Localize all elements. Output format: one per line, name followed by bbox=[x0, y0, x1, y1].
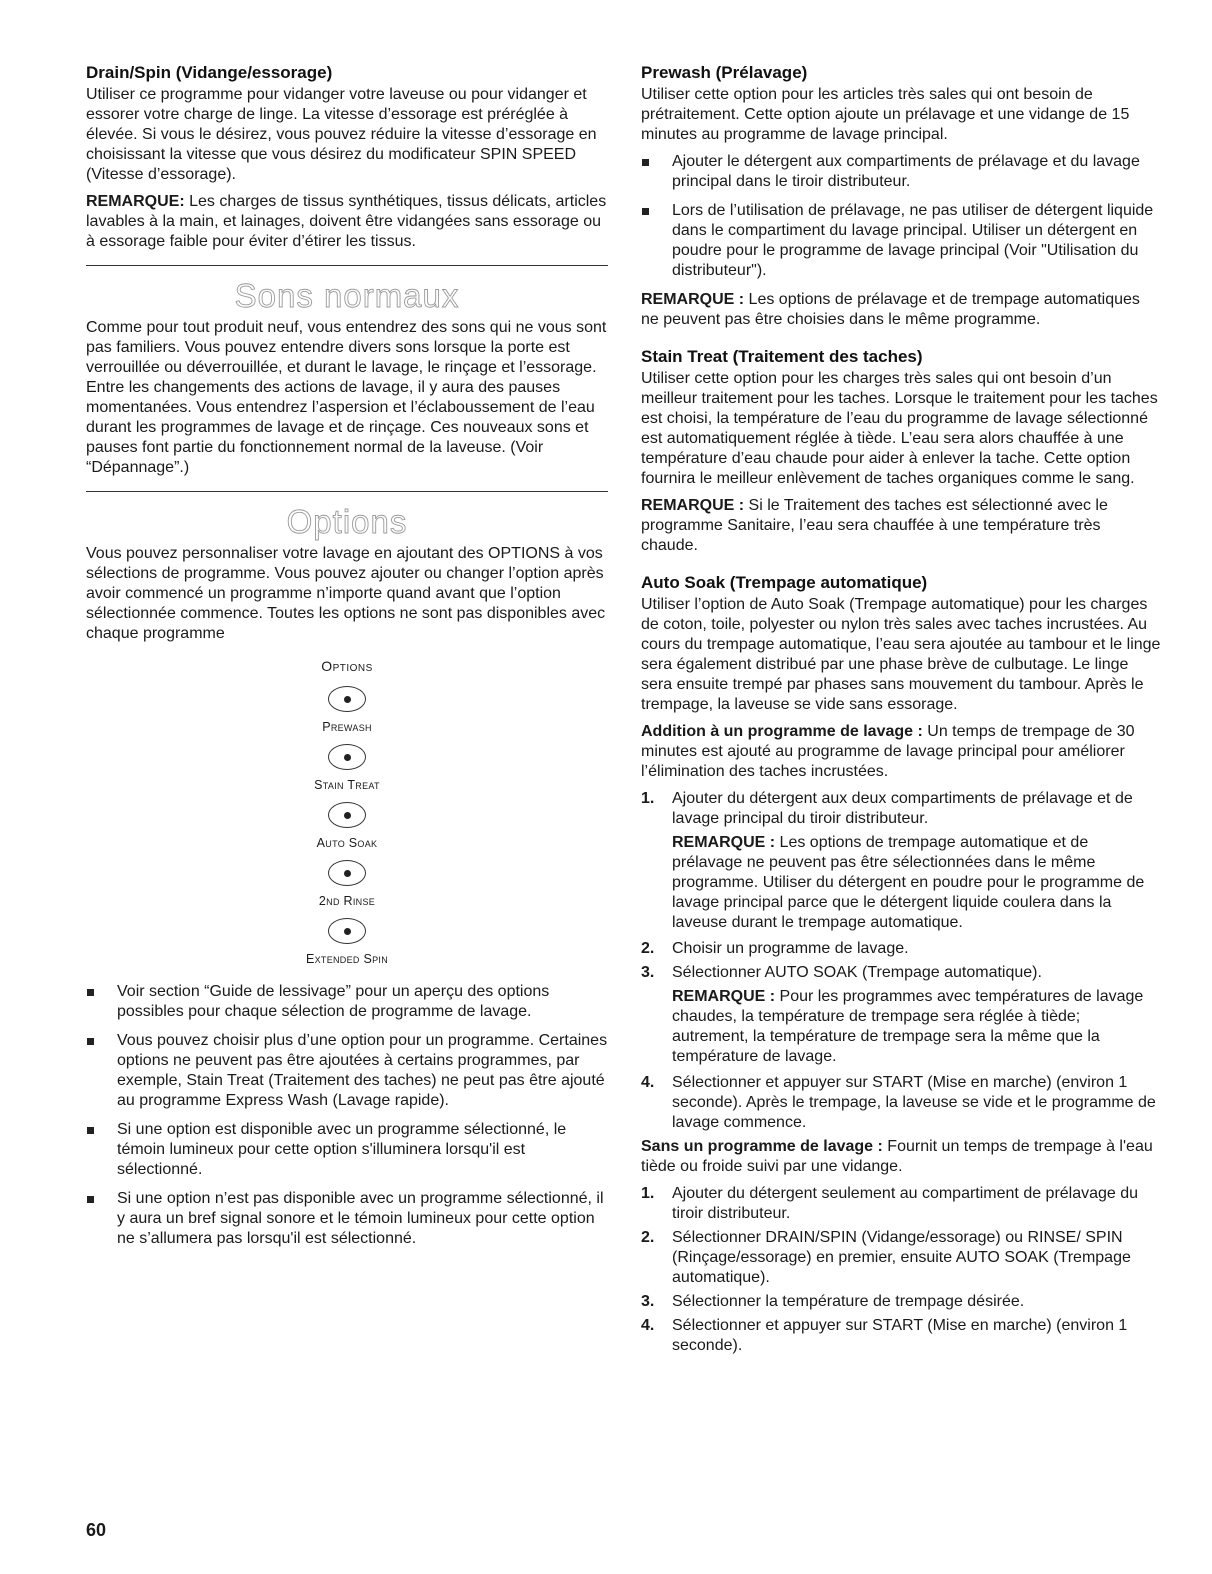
stain-treat-note bbox=[641, 496, 1161, 556]
prewash-body: Utiliser cette option pour les articles très sales qui ont besoin de prétraitement. Cette option ajoute un prélavage et une vidange de 15 minutes au programme de lavage principal. bbox=[641, 86, 1130, 143]
list-item bbox=[641, 1184, 1161, 1224]
auto-soak-steps-with-cycle bbox=[641, 789, 1161, 829]
option-label: Extended Spin bbox=[305, 952, 389, 966]
step-text: Choisir un programme de lavage. bbox=[672, 940, 909, 957]
options-body: Vous pouvez personnaliser votre lavage en ajoutant des OPTIONS à vos sélections de programme. Vous pouvez ajouter ou changer l’option après avoir commencé un programme n’importe quand avant que l’option sélectionnée commence. Toutes les options ne sont pas disponibles avec chaque programme bbox=[86, 545, 606, 642]
auto-soak-heading: Auto Soak (Trempage automatique) bbox=[641, 573, 928, 592]
step-text: Ajouter du détergent seulement au compartiment de prélavage du tiroir distributeur. bbox=[672, 1185, 1139, 1222]
step-text: Sélectionner AUTO SOAK (Trempage automatique). bbox=[672, 964, 1042, 981]
options-bullet-list bbox=[86, 982, 608, 1249]
without-text: Fournit un temps de trempage à l'eau tiède ou froide suivi par une vidange. bbox=[641, 1138, 1153, 1175]
step-number: 2. bbox=[641, 940, 655, 957]
step-text: Sélectionner et appuyer sur START (Mise en marche) (environ 1 seconde). Après le trempage, la laveuse se vide et le programme de lavage commence. bbox=[672, 1074, 1156, 1131]
stain-treat-heading: Stain Treat (Traitement des taches) bbox=[641, 347, 923, 366]
addition-label: Addition à un programme de lavage : bbox=[641, 723, 923, 740]
button-icon bbox=[328, 918, 366, 944]
list-item: Si une option est disponible avec un programme sélectionné, le témoin lumineux pour cette option s'illuminera lorsqu'il est sélectionné. bbox=[86, 1120, 608, 1180]
step-number: 4. bbox=[641, 1074, 655, 1091]
options-control-panel bbox=[86, 658, 608, 966]
step-number: 3. bbox=[641, 1293, 655, 1310]
option-extended-spin bbox=[86, 918, 608, 966]
note-label: REMARQUE : bbox=[672, 988, 776, 1005]
auto-soak-body: Utiliser l’option de Auto Soak (Trempage automatique) pour les charges de coton, toile, polyester ou nylon très sales avec taches incrustées. Au cours du trempage automatique, l’eau sera ajoutée au tambour et le linge sera également distribué par une phase brève de culbutage. Le linge sera ensuite trempé par phases sans mouvement du tambour. Après le trempage, la laveuse se vide sans essorage. bbox=[641, 596, 1161, 713]
button-icon bbox=[328, 744, 366, 770]
step-number: 4. bbox=[641, 1317, 655, 1334]
note-text: Les options de trempage automatique et de prélavage ne peuvent pas être sélectionnées dans le même programme. Utiliser du détergent en poudre pour le programme de lavage principal parce que le détergent liquide coulera dans la laveuse durant le trempage automatique. bbox=[672, 834, 1145, 931]
list-item: Vous pouvez choisir plus d’une option pour un programme. Certaines options ne peuvent pas être ajoutées à certains programmes, par exemple, Stain Treat (Traitement des taches) ne peut pas être ajouté au programme Express Wash (Lavage rapide). bbox=[86, 1031, 608, 1111]
list-item bbox=[641, 1316, 1161, 1356]
list-item: Si une option n’est pas disponible avec un programme sélectionné, il y aura un bref signal sonore et le témoin lumineux pour cette option ne s’allumera pas lorsqu'il est sélectionné. bbox=[86, 1189, 608, 1249]
list-item bbox=[641, 963, 1161, 983]
prewash-bullet-list bbox=[641, 152, 1161, 281]
option-prewash bbox=[86, 686, 608, 734]
without-label: Sans un programme de lavage : bbox=[641, 1138, 883, 1155]
step-text: Ajouter du détergent aux deux compartiments de prélavage et de lavage principal du tiroir distributeur. bbox=[672, 790, 1133, 827]
drain-spin-note bbox=[86, 192, 608, 252]
options-title: Options bbox=[286, 503, 408, 540]
sons-normaux-title: Sons normaux bbox=[234, 277, 460, 314]
note-label: REMARQUE: bbox=[86, 193, 185, 210]
button-icon bbox=[328, 860, 366, 886]
list-item: Voir section “Guide de lessivage” pour un aperçu des options possibles pour chaque sélection de programme de lavage. bbox=[86, 982, 608, 1022]
list-item bbox=[641, 1228, 1161, 1288]
prewash-heading: Prewash (Prélavage) bbox=[641, 63, 808, 82]
list-item: Lors de l’utilisation de prélavage, ne pas utiliser de détergent liquide dans le compartiment du lavage principal. Utiliser un détergent en poudre pour le programme de lavage principal (Voir "Utilisation du distributeur"). bbox=[641, 201, 1161, 281]
step-number: 1. bbox=[641, 1185, 655, 1202]
option-auto-soak bbox=[86, 802, 608, 850]
note-label: REMARQUE : bbox=[641, 291, 745, 308]
options-panel-heading: Options bbox=[321, 658, 373, 674]
step-text: Sélectionner la température de trempage désirée. bbox=[672, 1293, 1025, 1310]
note-label: REMARQUE : bbox=[672, 834, 776, 851]
auto-soak-addition bbox=[641, 722, 1161, 782]
option-label: Prewash bbox=[322, 720, 372, 734]
step-note bbox=[672, 987, 1161, 1067]
step-text: Sélectionner et appuyer sur START (Mise en marche) (environ 1 seconde). bbox=[672, 1317, 1128, 1354]
button-icon bbox=[328, 802, 366, 828]
step-number: 1. bbox=[641, 790, 655, 807]
page-number: 60 bbox=[86, 1520, 107, 1540]
option-stain-treat bbox=[86, 744, 608, 792]
step-number: 3. bbox=[641, 964, 655, 981]
step-note bbox=[672, 833, 1161, 933]
list-item bbox=[641, 1073, 1161, 1133]
auto-soak-steps-with-cycle-cont bbox=[641, 939, 1161, 983]
note-text: Pour les programmes avec températures de lavage chaudes, la température de trempage sera réglée à tiède; autrement, la température de trempage sera la même que la température de lavage. bbox=[672, 988, 1144, 1065]
left-column bbox=[86, 62, 608, 1258]
addition-text: Un temps de trempage de 30 minutes est ajouté au programme de lavage principal pour améliorer l’élimination des taches incrustées. bbox=[641, 723, 1135, 780]
list-item bbox=[641, 789, 1161, 829]
button-icon bbox=[328, 686, 366, 712]
divider bbox=[86, 265, 608, 266]
step-number: 2. bbox=[641, 1229, 655, 1246]
auto-soak-without-cycle bbox=[641, 1137, 1161, 1177]
sons-normaux-body: Comme pour tout produit neuf, vous entendrez des sons qui ne vous sont pas familiers. Vous pouvez entendre divers sons lorsque la porte est verrouillée ou déverrouillée, et durant le lavage, le rinçage et l’essorage. Entre les changements des actions de lavage, il y aura des pauses momentanées. Vous entendrez l’aspersion et l’éclaboussement de l’eau durant les programmes de lavage et de rinçage. Ces nouveaux sons et pauses font partie du fonctionnement normal de la laveuse. (Voir “Dépannage”.) bbox=[86, 319, 607, 476]
note-label: REMARQUE : bbox=[641, 497, 745, 514]
option-2nd-rinse bbox=[86, 860, 608, 908]
list-item bbox=[641, 1292, 1161, 1312]
option-label: Auto Soak bbox=[316, 836, 378, 850]
right-column bbox=[641, 62, 1161, 1360]
option-label: Stain Treat bbox=[314, 778, 380, 792]
stain-treat-body: Utiliser cette option pour les charges très sales qui ont besoin d’un meilleur traitement pour les taches. Lorsque le traitement pour les taches est choisi, la température de l’eau du programme de lavage sélectionné est automatiquement réglée à tiède. L’eau sera alors chauffée à une température d’eau chaude pour aider à enlever la tache. Cette option fournira le meilleur enlèvement de taches organiques comme le sang. bbox=[641, 370, 1158, 487]
note-text: Les options de prélavage et de trempage automatiques ne peuvent pas être choisies dans le même programme. bbox=[641, 291, 1140, 328]
auto-soak-steps-with-cycle-end bbox=[641, 1073, 1161, 1133]
auto-soak-steps-without-cycle bbox=[641, 1184, 1161, 1356]
drain-spin-heading: Drain/Spin (Vidange/essorage) bbox=[86, 63, 333, 82]
divider bbox=[86, 491, 608, 492]
list-item: Ajouter le détergent aux compartiments de prélavage et du lavage principal dans le tiroir distributeur. bbox=[641, 152, 1161, 192]
list-item bbox=[641, 939, 1161, 959]
prewash-note bbox=[641, 290, 1161, 330]
note-text: Les charges de tissus synthétiques, tissus délicats, articles lavables à la main, et lainages, doivent être vidangées sans essorage ou à essorage faible pour éviter d’étirer les tissus. bbox=[86, 193, 607, 250]
step-text: Sélectionner DRAIN/SPIN (Vidange/essorage) ou RINSE/ SPIN (Rinçage/essorage) en premier, ensuite AUTO SOAK (Trempage automatique). bbox=[672, 1229, 1131, 1286]
drain-spin-body: Utiliser ce programme pour vidanger votre laveuse ou pour vidanger et essorer votre charge de linge. La vitesse d’essorage est préréglée à élevée. Si vous le désirez, vous pouvez réduire la vitesse d’essorage en choisissant la vitesse que vous désirez du modificateur SPIN SPEED (Vitesse d’essorage). bbox=[86, 86, 597, 183]
note-text: Si le Traitement des taches est sélectionné avec le programme Sanitaire, l’eau sera chauffée à une température très chaude. bbox=[641, 497, 1108, 554]
option-label: 2nd Rinse bbox=[318, 894, 376, 908]
